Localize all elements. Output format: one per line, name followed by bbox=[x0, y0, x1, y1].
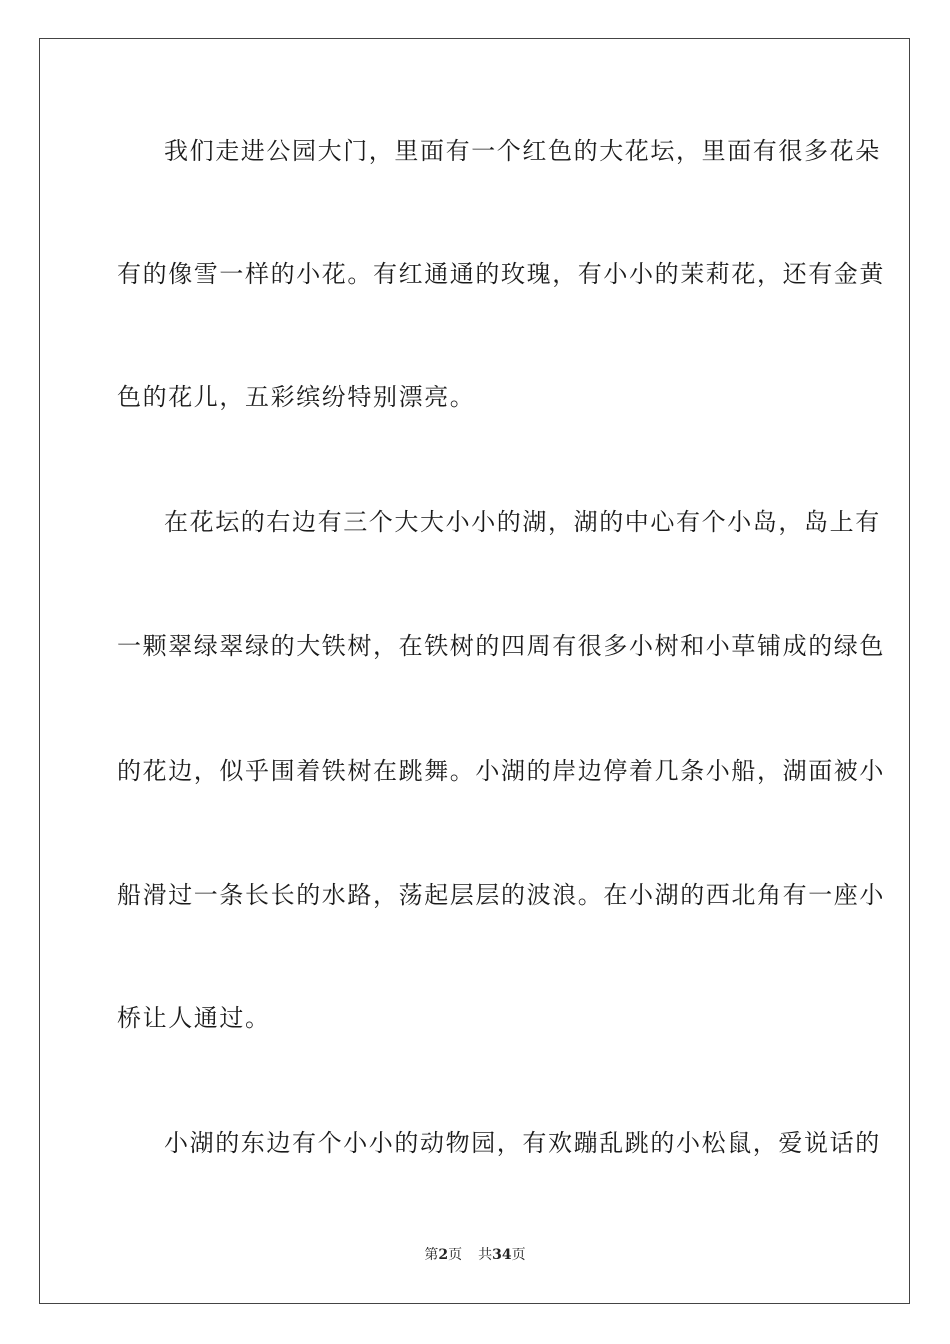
total-pages: 34 bbox=[492, 1247, 512, 1263]
page-footer bbox=[0, 1245, 950, 1265]
paragraph-1-line-1: 我们走进公园大门，里面有一个红色的大花坛，里面有很多花朵 bbox=[164, 137, 881, 165]
total-prefix: 共 bbox=[478, 1247, 493, 1263]
paragraph-1-line-2: 有的像雪一样的小花。有红通通的玫瑰，有小小的茉莉花，还有金黄 bbox=[117, 260, 885, 288]
page-prefix: 第 bbox=[424, 1247, 439, 1263]
paragraph-2-line-2: 一颗翠绿翠绿的大铁树，在铁树的四周有很多小树和小草铺成的绿色 bbox=[117, 632, 885, 660]
paragraph-2-line-3: 的花边，似乎围着铁树在跳舞。小湖的岸边停着几条小船，湖面被小 bbox=[117, 757, 885, 785]
paragraph-3-line-1: 小湖的东边有个小小的动物园，有欢蹦乱跳的小松鼠，爱说话的 bbox=[164, 1129, 881, 1157]
page-border bbox=[39, 38, 910, 1304]
paragraph-2-line-4: 船滑过一条长长的水路，荡起层层的波浪。在小湖的西北角有一座小 bbox=[117, 881, 885, 909]
total-suffix: 页 bbox=[511, 1247, 526, 1263]
page-number: 2 bbox=[438, 1247, 449, 1263]
paragraph-2-line-1: 在花坛的右边有三个大大小小的湖，湖的中心有个小岛，岛上有 bbox=[164, 508, 881, 536]
page-suffix: 页 bbox=[448, 1247, 463, 1263]
paragraph-1-line-3: 色的花儿，五彩缤纷特别漂亮。 bbox=[117, 383, 476, 411]
paragraph-2-line-5: 桥让人通过。 bbox=[117, 1004, 271, 1032]
